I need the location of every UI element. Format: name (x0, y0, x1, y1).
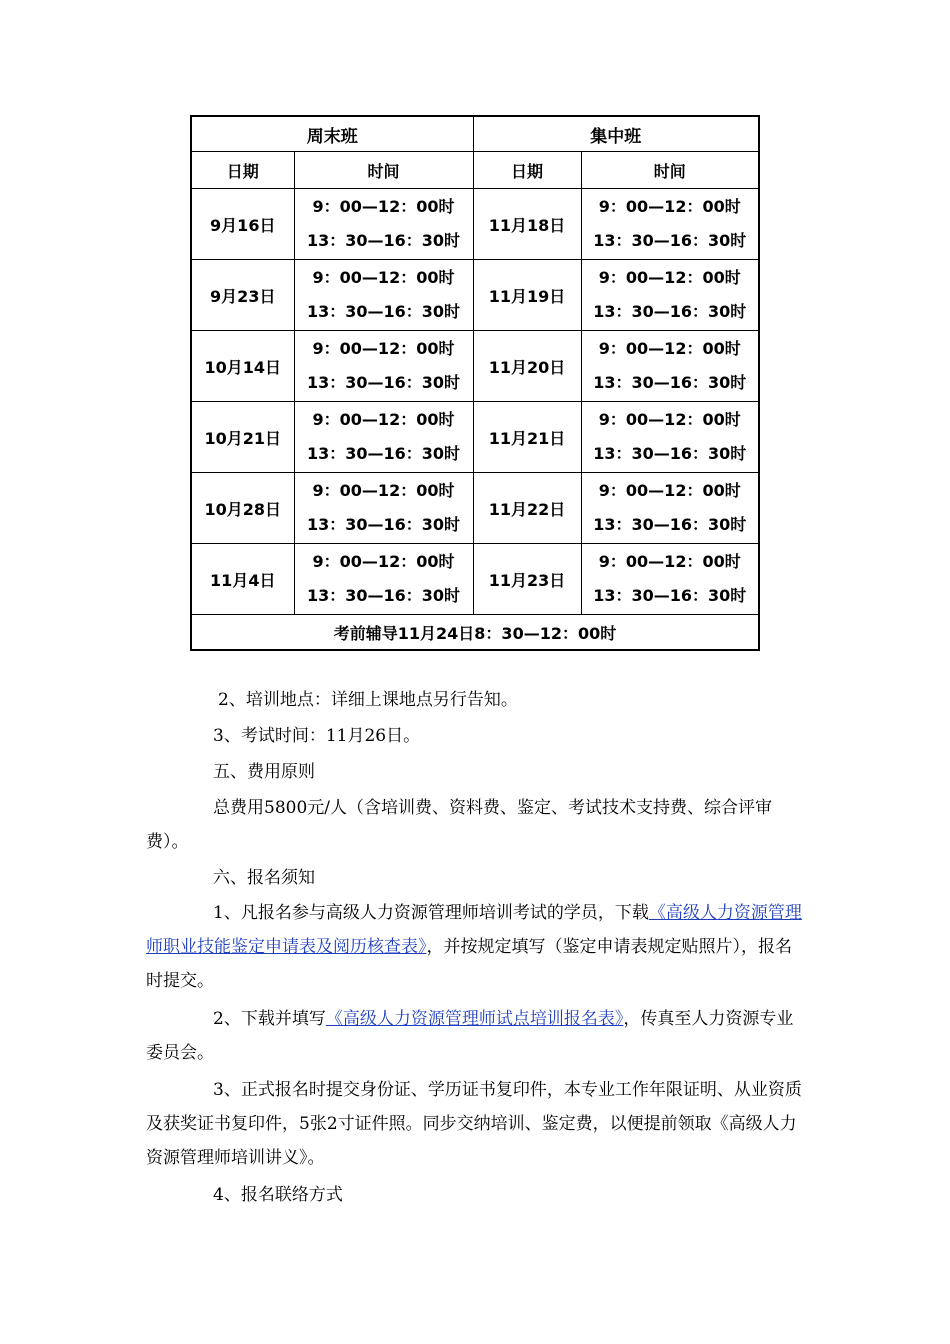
intensive-time-header: 时间 (581, 152, 759, 189)
weekend-class-header: 周末班 (191, 116, 473, 152)
time-am: 9：00—12：00时 (312, 339, 455, 358)
item-1-text-a: 1、凡报名参与高级人力资源管理师培训考试的学员，下载 (213, 903, 649, 923)
weekend-date-cell: 11月4日 (191, 544, 294, 615)
weekend-time-cell (294, 544, 473, 615)
weekend-date-cell: 10月28日 (191, 473, 294, 544)
table-row (191, 544, 759, 615)
schedule-table (190, 115, 760, 651)
table-row (191, 260, 759, 331)
time-am: 9：00—12：00时 (312, 481, 455, 500)
time-pm: 13：30—16：30时 (593, 373, 747, 392)
intensive-class-header: 集中班 (473, 116, 759, 152)
registration-item-1 (146, 896, 808, 998)
time-am: 9：00—12：00时 (312, 410, 455, 429)
registration-form-download-link[interactable]: 《高级人力资源管理师试点培训报名表》 (325, 1009, 624, 1029)
weekend-time-cell (294, 189, 473, 260)
time-am: 9：00—12：00时 (312, 552, 455, 571)
registration-item-2 (146, 1002, 808, 1070)
weekend-date-cell: 10月14日 (191, 331, 294, 402)
weekend-time-header: 时间 (294, 152, 473, 189)
weekend-date-cell: 9月16日 (191, 189, 294, 260)
time-pm: 13：30—16：30时 (306, 515, 461, 534)
time-am: 9：00—12：00时 (598, 481, 741, 500)
intensive-time-cell (581, 473, 759, 544)
intensive-time-cell (581, 331, 759, 402)
weekend-time-cell (294, 473, 473, 544)
time-pm: 13：30—16：30时 (306, 444, 461, 463)
intensive-date-cell: 11月21日 (473, 402, 581, 473)
registration-item-4: 4、报名联络方式 (213, 1185, 343, 1205)
intensive-date-cell: 11月22日 (473, 473, 581, 544)
intensive-date-cell: 11月19日 (473, 260, 581, 331)
time-pm: 13：30—16：30时 (593, 444, 747, 463)
weekend-date-header: 日期 (191, 152, 294, 189)
exam-time: 3、考试时间：11月26日。 (213, 726, 421, 746)
pre-exam-tutoring-row: 考前辅导11月24日8：30—12：00时 (191, 615, 759, 651)
table-row (191, 473, 759, 544)
time-pm: 13：30—16：30时 (593, 586, 747, 605)
time-pm: 13：30—16：30时 (306, 231, 461, 250)
weekend-time-cell (294, 331, 473, 402)
time-am: 9：00—12：00时 (598, 410, 741, 429)
intensive-date-cell: 11月20日 (473, 331, 581, 402)
table-row (191, 402, 759, 473)
intensive-time-cell (581, 260, 759, 331)
time-am: 9：00—12：00时 (598, 339, 741, 358)
section-registration-notes: 六、报名须知 (213, 868, 315, 888)
intensive-date-cell: 11月23日 (473, 544, 581, 615)
table-row (191, 331, 759, 402)
time-pm: 13：30—16：30时 (306, 373, 461, 392)
time-pm: 13：30—16：30时 (593, 231, 747, 250)
weekend-date-cell: 10月21日 (191, 402, 294, 473)
intensive-time-cell (581, 189, 759, 260)
weekend-time-cell (294, 260, 473, 331)
time-am: 9：00—12：00时 (598, 268, 741, 287)
time-pm: 13：30—16：30时 (306, 302, 461, 321)
intensive-date-cell: 11月18日 (473, 189, 581, 260)
time-am: 9：00—12：00时 (312, 197, 455, 216)
time-pm: 13：30—16：30时 (306, 586, 461, 605)
item-2-text-b: ，传真至人力资源专业委员会。 (146, 1009, 794, 1063)
time-pm: 13：30—16：30时 (593, 515, 747, 534)
intensive-time-cell (581, 402, 759, 473)
intensive-date-header: 日期 (473, 152, 581, 189)
fee-paragraph: 总费用5800元/人（含培训费、资料费、鉴定、考试技术支持费、综合评审费）。 (146, 798, 772, 852)
appraisal-form-download-link[interactable]: 《高级人力资源管理师职业技能鉴定申请表及阅历核查表》 (146, 903, 802, 957)
registration-item-3: 3、正式报名时提交身份证、学历证书复印件，本专业工作年限证明、从业资质及获奖证书复印件，5张2寸证件照。同步交纳培训、鉴定费，以便提前领取《高级人力资源管理师培训讲义》。 (146, 1080, 802, 1168)
time-pm: 13：30—16：30时 (593, 302, 747, 321)
section-fee-principle: 五、费用原则 (213, 762, 315, 782)
time-am: 9：00—12：00时 (598, 552, 741, 571)
intensive-time-cell (581, 544, 759, 615)
time-am: 9：00—12：00时 (598, 197, 741, 216)
table-row (191, 189, 759, 260)
item-1-text-b: ，并按规定填写（鉴定申请表规定贴照片），报名时提交。 (146, 937, 792, 991)
weekend-time-cell (294, 402, 473, 473)
weekend-date-cell: 9月23日 (191, 260, 294, 331)
item-2-text-a: 2、下载并填写 (213, 1009, 326, 1029)
training-location: 2、培训地点：详细上课地点另行告知。 (218, 690, 518, 710)
time-am: 9：00—12：00时 (312, 268, 455, 287)
